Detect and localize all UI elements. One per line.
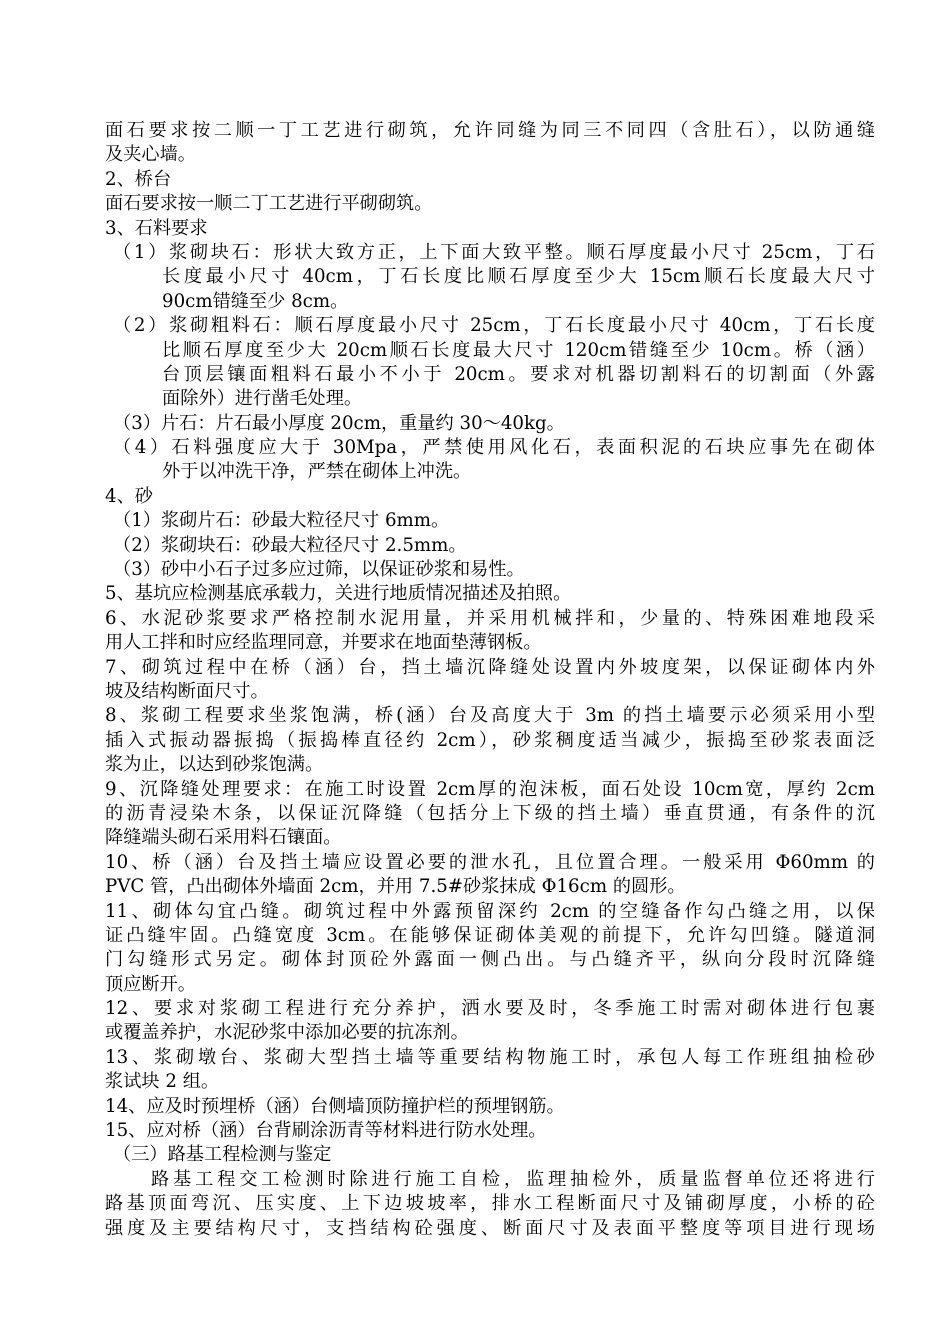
text-line: 3、石料要求 xyxy=(105,217,208,239)
text-line: 浆为止，以达到砂浆饱满。 xyxy=(105,754,324,776)
text-line: 8、浆砌工程要求坐浆饱满，桥(涵）台及高度大于 3m 的挡土墙要示必须采用小型 xyxy=(105,705,875,727)
text-line: 10、桥（涵）台及挡土墙应设置必要的泄水孔，且位置合理。一般采用 Φ60mm 的 xyxy=(105,851,875,873)
text-line: PVC 管，凸出砌体外墙面 2cm，并用 7.5#砂浆抹成 Φ16cm 的圆形。 xyxy=(105,876,686,898)
text-line: 降缝端头砌石采用料石镶面。 xyxy=(105,827,342,849)
text-line: 比顺石厚度至少大 20cm顺石长度最大尺寸 120cm错缝至少 10cm。桥（涵） xyxy=(162,339,875,361)
text-line: 外于以冲洗干净，严禁在砌体上冲洗。 xyxy=(162,461,472,483)
text-line: （3）砂中小石子过多应过筛，以保证砂浆和易性。 xyxy=(113,559,525,581)
text-line: （2）浆砌粗料石：顺石厚度最小尺寸 25cm，丁石长度最小尺寸 40cm，丁石长度 xyxy=(113,315,875,337)
text-line: 或覆盖养护，水泥砂浆中添加必要的抗冻剂。 xyxy=(105,1022,469,1044)
text-line: 强度及主要结构尺寸，支挡结构砼强度、断面尺寸及表面平整度等项目进行现场 xyxy=(105,1217,875,1239)
text-line: 坡及结构断面尺寸。 xyxy=(105,680,269,702)
text-line: 面石要求按二顺一丁工艺进行砌筑，允许同缝为同三不同四（含肚石），以防通缝 xyxy=(105,120,875,141)
text-line: 15、应对桥（涵）台背刷涂沥青等材料进行防水处理。 xyxy=(105,1120,547,1142)
text-line: 6、水泥砂浆要求严格控制水泥用量，并采用机械拌和，少量的、特殊困难地段采 xyxy=(105,607,875,629)
text-line: 长度最小尺寸 40cm，丁石长度比顺石厚度至少大 15cm顺石长度最大尺寸 xyxy=(162,266,875,288)
text-line: 证凸缝牢固。凸缝宽度 3cm。在能够保证砌体美观的前提下，允许勾凹缝。隧道洞 xyxy=(105,924,875,946)
text-line: 面除外）进行凿毛处理。 xyxy=(162,388,363,410)
text-line: 2、桥台 xyxy=(105,168,172,190)
text-line: 90cm错缝至少 8cm。 xyxy=(162,290,349,312)
text-line: （4）石料强度应大于 30Mpa，严禁使用风化石，表面积泥的石块应事先在砌体 xyxy=(113,437,875,459)
document-body xyxy=(105,119,875,1241)
text-line: （3）片石：片石最小厚度 20cm，重量约 30～40kg。 xyxy=(113,412,565,434)
text-line: 路基顶面弯沉、压实度、上下边坡坡率，排水工程断面尺寸及铺砌厚度，小桥的砼 xyxy=(105,1193,875,1215)
text-line: 用人工拌和时应经监理同意，并要求在地面垫薄钢板。 xyxy=(105,632,542,654)
text-line: 的沥青浸染木条，以保证沉降缝（包括分上下级的挡土墙）垂直贯通，有条件的沉 xyxy=(105,802,875,824)
text-line: （1）浆砌片石：砂最大粒径尺寸 6mm。 xyxy=(113,510,450,532)
text-line: 浆试块 2 组。 xyxy=(105,1071,220,1093)
text-line: 台顶层镶面粗料石最小不小于 20cm。要求对机器切割料石的切割面（外露 xyxy=(162,363,875,385)
text-line: 11、砌体勾宜凸缝。砌筑过程中外露预留深约 2cm 的空缝备作勾凸缝之用，以保 xyxy=(105,900,875,922)
text-line: （三）路基工程检测与鉴定 xyxy=(113,1144,332,1166)
text-line: 路基工程交工检测时除进行施工自检，监理抽检外，质量监督单位还将进行 xyxy=(151,1168,875,1190)
text-line: （2）浆砌块石：砂最大粒径尺寸 2.5mm。 xyxy=(113,534,467,556)
text-line: 12、要求对浆砌工程进行充分养护，洒水要及时，冬季施工时需对砌体进行包裹 xyxy=(105,998,875,1020)
text-line: 7、砌筑过程中在桥（涵）台，挡土墙沉降缝处设置内外坡度架，以保证砌体内外 xyxy=(105,656,875,678)
text-line: 插入式振动器振捣（振捣棒直径约 2cm），砂浆稠度适当减少，振捣至砂浆表面泛 xyxy=(105,729,875,751)
text-line: 门勾缝形式另定。砌体封顶砼外露面一侧凸出。与凸缝齐平，纵向分段时沉降缝 xyxy=(105,949,875,971)
text-line: 及夹心墙。 xyxy=(105,144,196,166)
text-line: 5、基坑应检测基底承载力，关进行地质情况描述及拍照。 xyxy=(105,583,572,605)
text-line: 4、砂 xyxy=(105,485,153,507)
text-line: 9、沉降缝处理要求：在施工时设置 2cm厚的泡沫板，面石处设 10cm宽，厚约 2cm xyxy=(105,778,875,800)
text-line: （1）浆砌块石：形状大致方正，上下面大致平整。顺石厚度最小尺寸 25cm，丁石 xyxy=(113,241,875,263)
text-line: 14、应及时预埋桥（涵）台侧墙顶防撞护栏的预埋钢筋。 xyxy=(105,1095,565,1117)
text-line: 面石要求按一顺二丁工艺进行平砌砌筑。 xyxy=(105,193,433,215)
text-line: 13、浆砌墩台、浆砌大型挡土墙等重要结构物施工时，承包人每工作班组抽检砂 xyxy=(105,1046,875,1068)
text-line: 顶应断开。 xyxy=(105,973,196,995)
